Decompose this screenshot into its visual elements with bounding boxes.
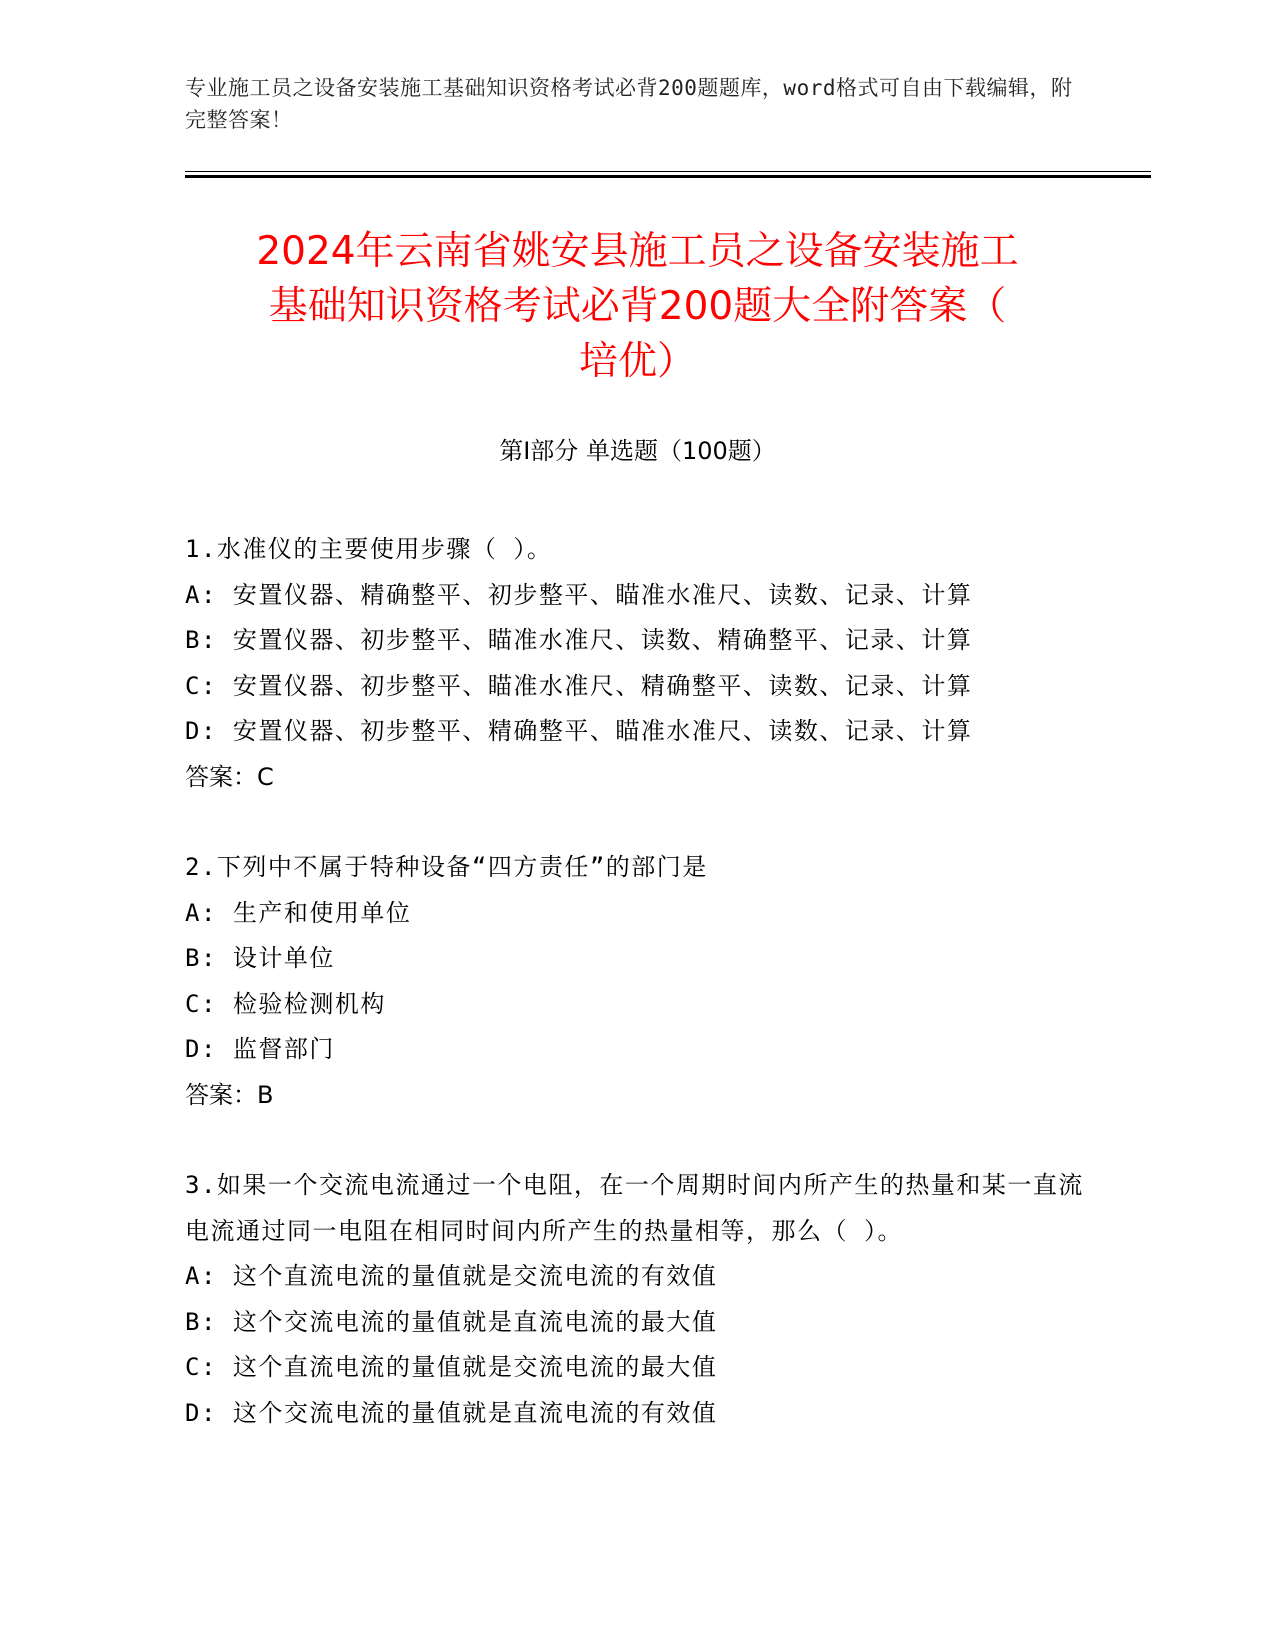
document-title bbox=[150, 224, 1125, 389]
header-rule-thin bbox=[185, 171, 1151, 172]
option-d: D: 这个交流电流的量值就是直流电流的有效值 bbox=[185, 1398, 718, 1427]
answer-text: 答案：B bbox=[185, 1080, 274, 1109]
option-c: C: 这个直流电流的量值就是交流电流的最大值 bbox=[185, 1353, 718, 1381]
option-b: B: 安置仪器、初步整平、瞄准水准尺、读数、精确整平、记录、计算 bbox=[185, 626, 973, 654]
question-list bbox=[185, 527, 1085, 1481]
option-b: B: 设计单位 bbox=[185, 944, 335, 972]
option-a: A: 安置仪器、精确整平、初步整平、瞄准水准尺、读数、记录、计算 bbox=[185, 580, 973, 609]
question-stem: 2.下列中不属于特种设备“四方责任”的部门是 bbox=[185, 853, 708, 881]
option-a: A: 这个直流电流的量值就是交流电流的有效值 bbox=[185, 1262, 718, 1290]
document-title-line-2: 基础知识资格考试必背200题大全附答案（ bbox=[268, 284, 1007, 329]
header-rule-thick bbox=[185, 175, 1151, 178]
question-stem: 3.如果一个交流电流通过一个电阻，在一个周期时间内所产生的热量和某一直流电流通过同一电阻在相同时间内所产生的热量相等，那么（ ）。 bbox=[185, 1171, 1084, 1245]
section-title: 第Ⅰ部分 单选题（100题） bbox=[499, 437, 776, 465]
question-2 bbox=[185, 845, 1085, 1118]
document-title-line-3: 培优） bbox=[578, 339, 696, 384]
option-d: D: 安置仪器、初步整平、精确整平、瞄准水准尺、读数、记录、计算 bbox=[185, 717, 973, 745]
option-b: B: 这个交流电流的量值就是直流电流的最大值 bbox=[185, 1307, 718, 1336]
question-stem: 1.水准仪的主要使用步骤（ ）。 bbox=[185, 535, 553, 563]
option-a: A: 生产和使用单位 bbox=[185, 898, 412, 927]
option-c: C: 检验检测机构 bbox=[185, 989, 386, 1018]
question-1 bbox=[185, 527, 1085, 800]
option-c: C: 安置仪器、初步整平、瞄准水准尺、精确整平、读数、记录、计算 bbox=[185, 671, 973, 700]
answer-text: 答案：C bbox=[185, 762, 274, 791]
header-note: 专业施工员之设备安装施工基础知识资格考试必背200题题库，word格式可自由下载编辑，附完整答案！ bbox=[185, 76, 1073, 132]
option-d: D: 监督部门 bbox=[185, 1035, 335, 1063]
document-title-line-1: 2024年云南省姚安县施工员之设备安装施工 bbox=[256, 229, 1019, 274]
question-3 bbox=[185, 1163, 1085, 1436]
